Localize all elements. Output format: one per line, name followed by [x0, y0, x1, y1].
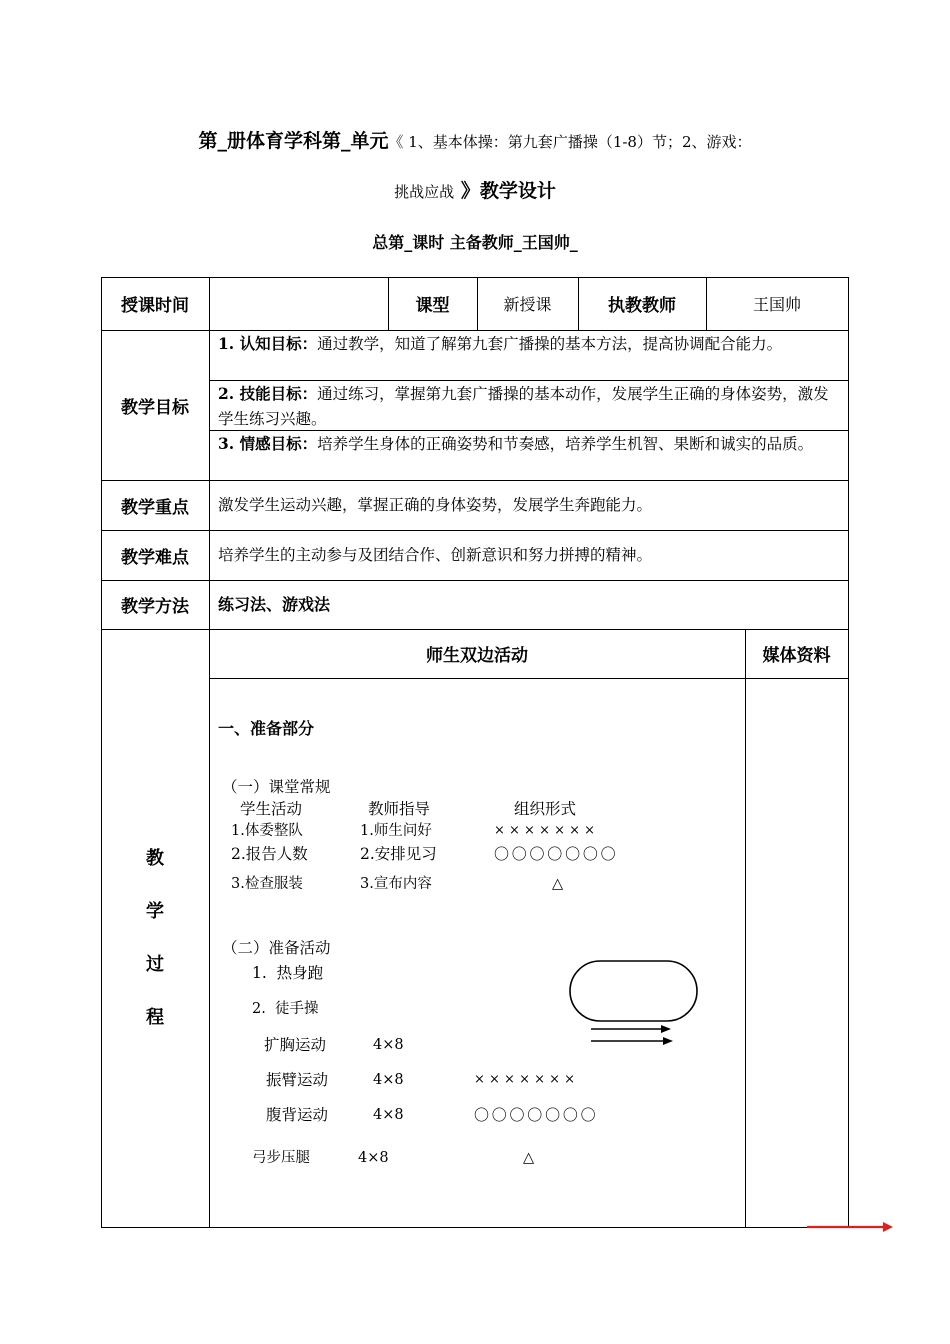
exercise-name-3: 腹背运动 [266, 1106, 329, 1124]
goal-emotion [218, 431, 842, 457]
routine-col-teacher: 教师指导 [368, 800, 431, 818]
routine-form-2: 〇 〇 〇 〇 〇 〇 〇 [494, 845, 615, 863]
routine-teacher-3: 3.宣布内容 [360, 876, 432, 892]
goal-emotion-text: 培养学生身体的正确姿势和节奏感，培养学生机智、果断和诚实的品质。 [317, 435, 814, 453]
exercise-count-3: 4×8 [373, 1107, 404, 1123]
exercise-count-1: 4×8 [373, 1037, 404, 1053]
header-media: 媒体资料 [762, 646, 831, 666]
running-track-diagram [565, 955, 705, 1050]
goal-cognitive-text: 通过教学，知道了解第九套广播操的基本方法，提高协调配合能力。 [317, 335, 783, 353]
label-method: 教学方法 [121, 597, 189, 617]
exercise-count-4: 4×8 [358, 1150, 389, 1166]
label-process [101, 832, 209, 1044]
exercise-count-2: 4×8 [373, 1072, 404, 1088]
routine-student-1: 1.体委整队 [231, 823, 303, 839]
label-class-time: 授课时间 [121, 296, 189, 316]
routine-form-1: × × × × × × × [494, 823, 596, 838]
label-class-type: 课型 [415, 296, 450, 316]
label-focus: 教学重点 [121, 497, 189, 518]
continue-arrow-icon [805, 1219, 895, 1235]
title-line-2 [0, 176, 950, 203]
title-line-3: 总第_课时 主备教师_王国帅_ [372, 233, 578, 252]
value-class-type: 新授课 [503, 295, 552, 314]
warmup-item-run: 1. 热身跑 [252, 964, 324, 982]
goal-skill-title: 2. 技能目标： [218, 384, 318, 403]
exercise-name-2: 振臂运动 [266, 1071, 329, 1089]
routine-col-student: 学生活动 [240, 800, 303, 818]
title-line-1 [0, 126, 950, 153]
part1-title: 一、准备部分 [218, 719, 315, 738]
routine-title: （一）课堂常规 [222, 778, 331, 796]
value-class-time [209, 277, 388, 330]
label-goals: 教学目标 [121, 397, 189, 418]
running-track-oval [570, 961, 697, 1021]
routine-form-3: △ [552, 876, 564, 892]
goal-skill [218, 381, 842, 432]
routine-teacher-2: 2.安排见习 [360, 845, 437, 863]
goal-cognitive-title: 1. 认知目标： [218, 334, 318, 353]
focus-text: 激发学生运动兴趣，掌握正确的身体姿势，发展学生奔跑能力。 [218, 496, 653, 514]
warmup-title: （二）准备活动 [222, 939, 331, 957]
routine-col-form: 组织形式 [514, 800, 577, 818]
warmup-formation-circles: 〇 〇 〇 〇 〇 〇 〇 [474, 1106, 595, 1124]
title-design: 》教学设计 [460, 180, 556, 202]
warmup-item-exercise: 2. 徒手操 [252, 1001, 319, 1017]
exercise-name-4: 弓步压腿 [252, 1150, 310, 1166]
exercise-name-1: 扩胸运动 [264, 1036, 327, 1054]
title-game: 挑战应战 [394, 183, 455, 201]
label-difficulty: 教学难点 [121, 547, 189, 568]
process-char-3: 过 [146, 954, 164, 975]
routine-student-2: 2.报告人数 [231, 845, 308, 863]
method-text: 练习法、游戏法 [218, 595, 331, 614]
routine-student-3: 3.检查服装 [231, 876, 303, 892]
goal-skill-text: 通过练习，掌握第九套广播操的基本动作，发展学生正确的身体姿势，激发学生练习兴趣。 [218, 385, 829, 428]
process-char-4: 程 [146, 1007, 164, 1028]
label-teacher: 执教教师 [608, 296, 676, 316]
warmup-formation-teacher: △ [523, 1150, 535, 1166]
value-teacher: 王国帅 [752, 295, 801, 314]
process-char-2: 学 [146, 901, 164, 922]
title-unit: 第_册体育学科第_单元 [198, 130, 389, 152]
header-activities: 师生双边活动 [426, 646, 528, 666]
difficulty-text: 培养学生的主动参与及团结合作、创新意识和努力拼搏的精神。 [218, 546, 653, 564]
goal-cognitive [218, 331, 842, 357]
warmup-formation-crosses: × × × × × × × [474, 1072, 576, 1087]
routine-teacher-1: 1.师生问好 [360, 823, 432, 839]
goal-emotion-title: 3. 情感目标： [218, 434, 318, 453]
title-topic: 《 1、基本体操：第九套广播操（1-8）节；2、游戏： [388, 133, 752, 151]
process-char-1: 教 [146, 848, 164, 869]
